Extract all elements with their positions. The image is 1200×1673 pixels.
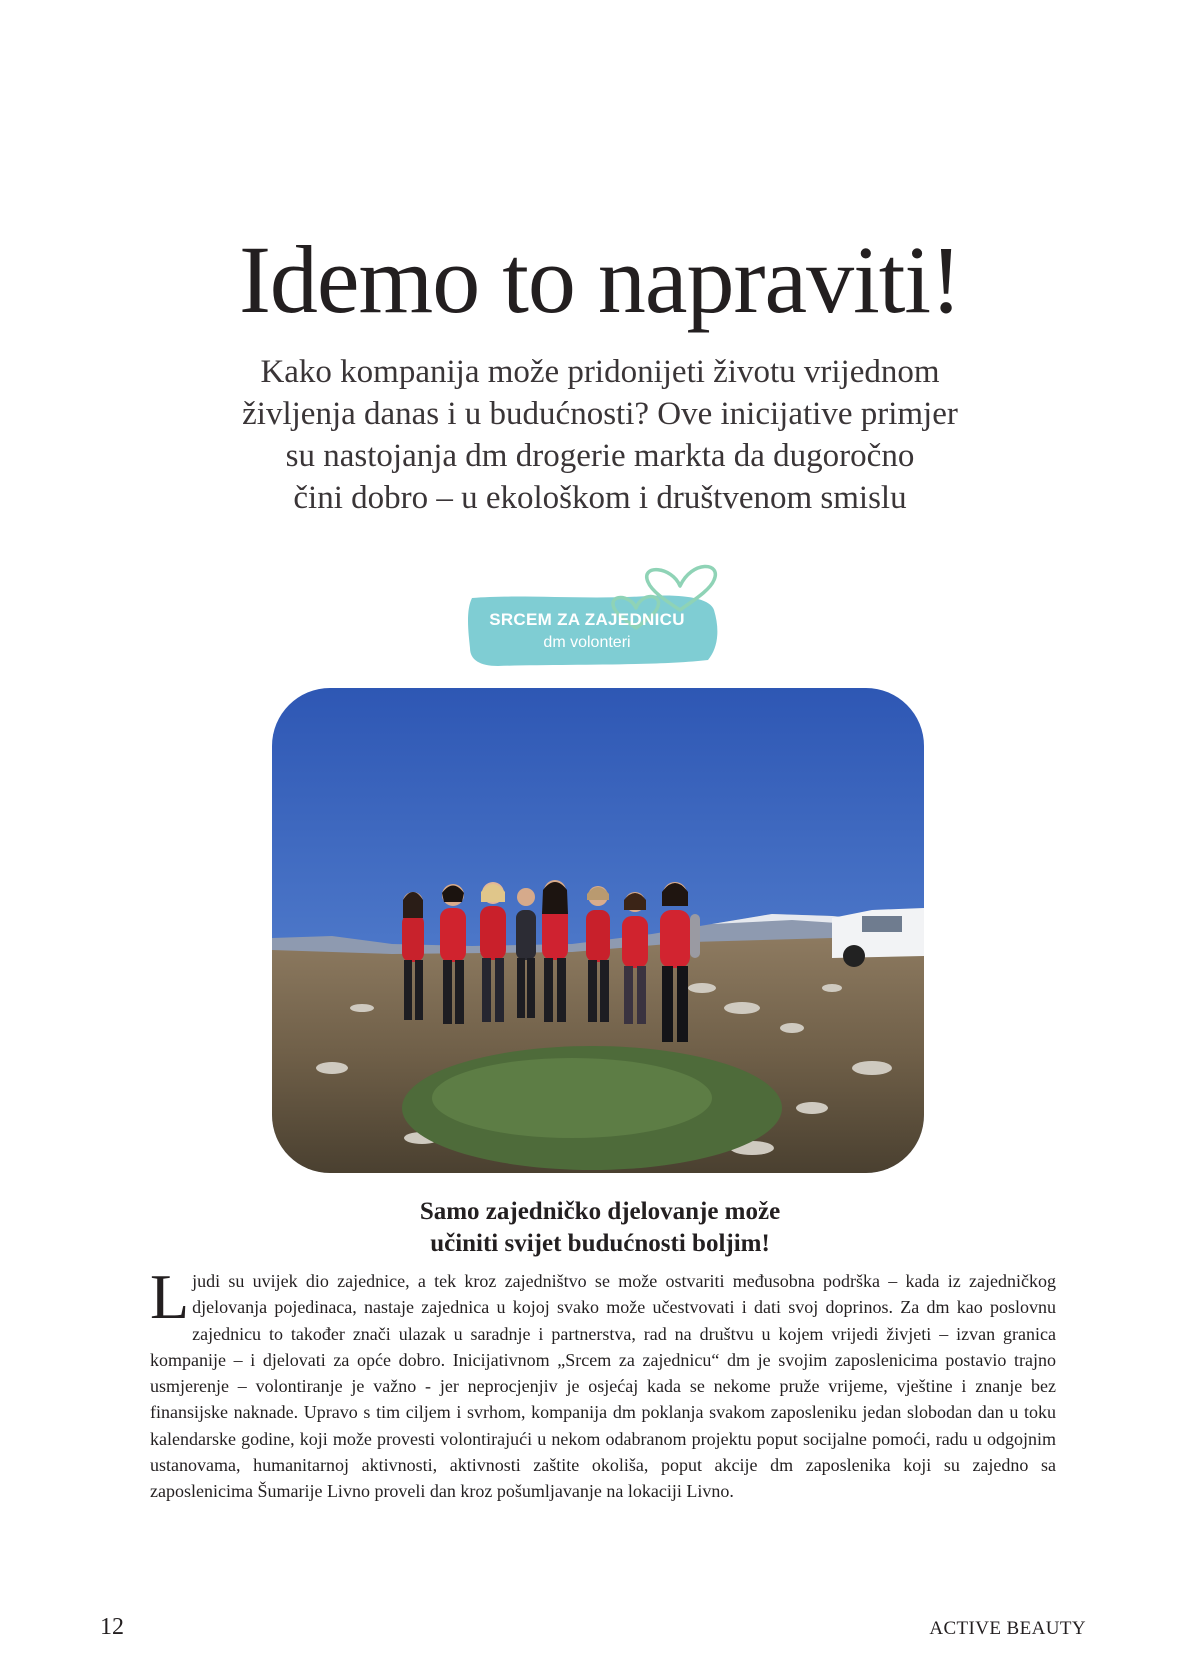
group-photo-image (272, 688, 924, 1173)
article-lead (160, 352, 1040, 520)
logo-badge-shape (468, 596, 717, 666)
logo-subtitle: dm volonteri (543, 634, 631, 651)
logo-title: SRCEM ZA ZAJEDNICU (489, 610, 685, 629)
article-subheading (180, 1196, 1020, 1260)
srcem-za-zajednicu-logo (458, 560, 730, 670)
subhead-line: Samo zajedničko djelovanje može (419, 1198, 781, 1225)
article-body (150, 1261, 1056, 1505)
subhead-line: učiniti svijet budućnosti boljim! (430, 1229, 770, 1257)
body-paragraph: judi su uvijek dio zajednice, a tek kroz zajedništvo se može ostvariti međusobna podrška – kada iz zajedničkog djelovanja pojedinaca, nastaje zajednica u kojoj svako može učestvovati i dati svoj doprinos. Za dm kao poslovnu zajednicu to također znači ulazak u saradnje i partnerstva, rad na društvu u kojem vrijedi živjeti – izvan granica kompanije – i djelovati za opće dobro. Inicijativnom „Srcem za zajednicu“ dm je svojim zaposlenicima postavio trajno usmjerenje – volontiranje je važno - jer neprocjenjiv je osjećaj kada se nekome pruže vrijeme, vještine i znanje bez finansijske naknade. Upravo s tim ciljem i svrhom, kompanija dm poklanja svakom zaposleniku jedan slobodan dan u toku kalendarske godine, koji može provesti volontirajući u nekom odabranom projektu poput socijalne pomoći, radu u odgojnim ustanovama, humanitarnoj aktivnosti, aktivnosti zaštite okoliša, poput akcije dm zaposlenika koji su zajedno sa zaposlenicima Šumarije Livno proveli dan kroz pošumljavanje na lokaciji Livno. (150, 1271, 1056, 1502)
article-title: Idemo to napraviti! (238, 226, 962, 333)
page-number: 12 (100, 1614, 124, 1640)
lead-line: življenja danas i u budućnosti? Ove inicijative primjer (242, 395, 958, 432)
magazine-name: ACTIVE BEAUTY (929, 1618, 1086, 1639)
lead-line: čini dobro – u ekološkom i društvenom smislu (293, 479, 907, 516)
drop-cap: L (150, 1261, 190, 1332)
lead-line: Kako kompanija može pridonijeti životu vrijednom (260, 354, 940, 390)
lead-line: su nastojanja dm drogerie markta da dugoročno (285, 437, 915, 474)
